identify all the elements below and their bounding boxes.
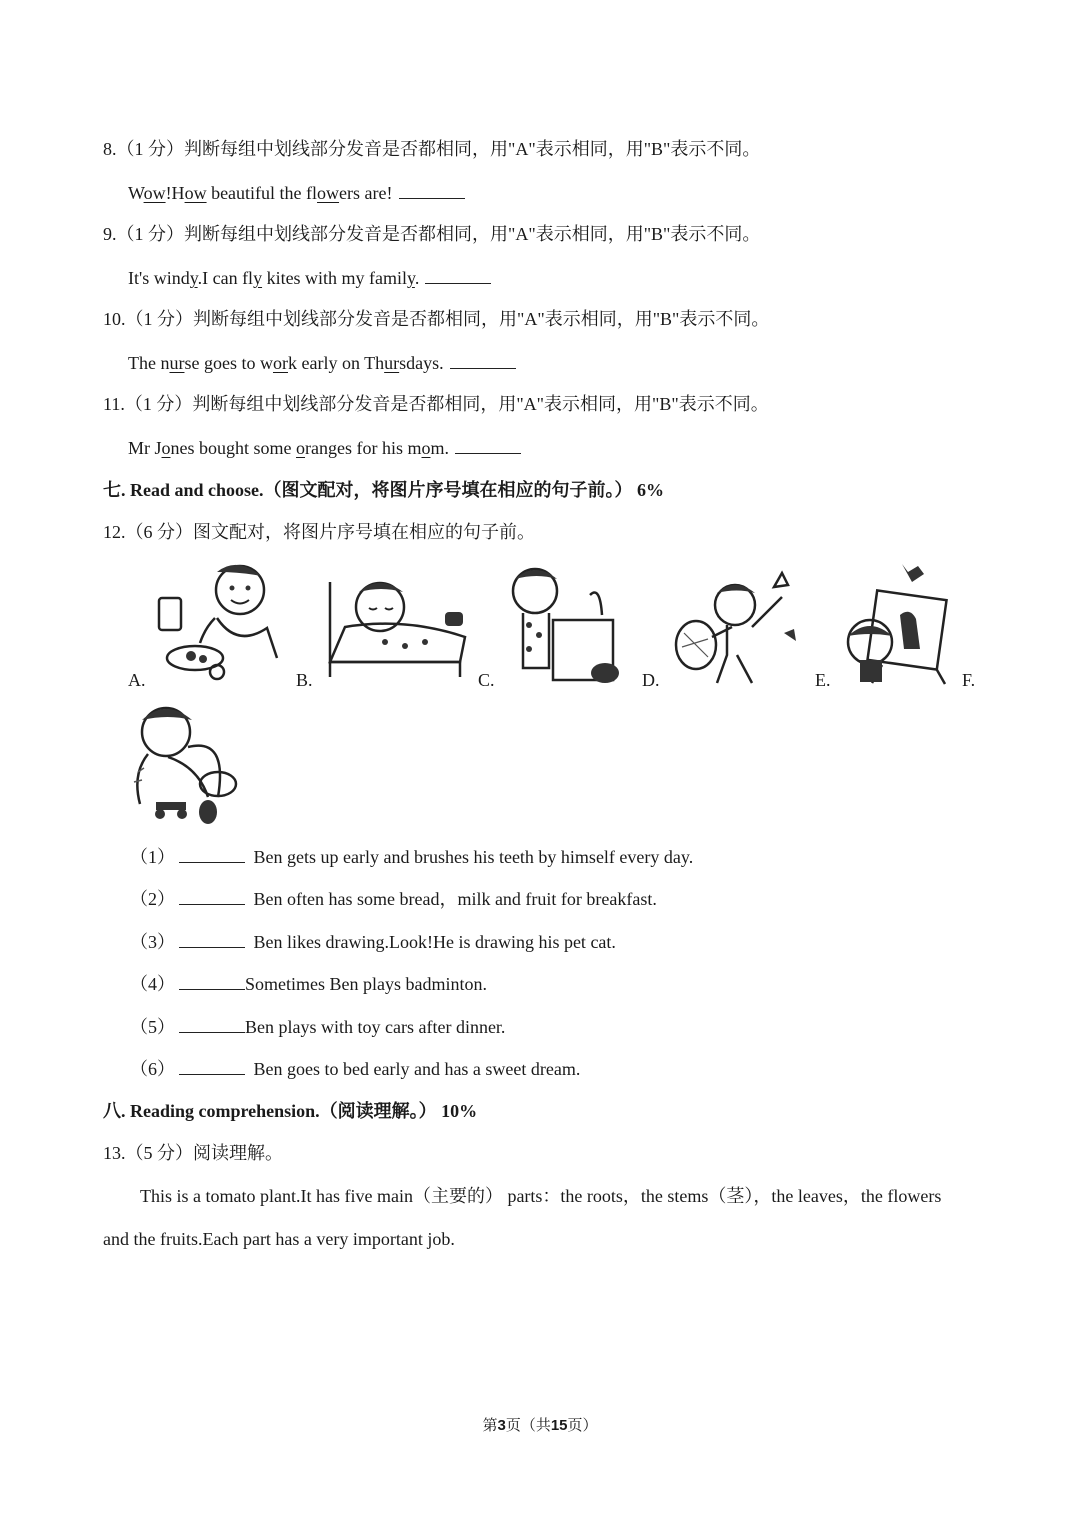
page-footer: 第3页（共15页） [482, 1417, 598, 1434]
match-item-6: （6） Ben goes to bed early and has a sweet dream. [130, 1059, 581, 1079]
match-item-3: （3） Ben likes drawing.Look!He is drawing his pet cat. [130, 932, 616, 952]
underlined-sound: ow [317, 183, 340, 203]
q11-instruction: 11.（1 分）判断每组中划线部分发音是否都相同，用"A"表示相同，用"B"表示不同。 [103, 394, 769, 414]
answer-blank[interactable] [179, 848, 245, 863]
q13-instruction: 13.（5 分）阅读理解。 [103, 1143, 283, 1163]
underlined-sound: ur [384, 353, 400, 373]
underlined-sound: y [253, 268, 263, 288]
picture-brushing-teeth-icon [505, 565, 633, 687]
q12-instruction: 12.（6 分）图文配对，将图片序号填在相应的句子前。 [103, 522, 535, 542]
q8-sentence: Wow!How beautiful the flowers are! [128, 181, 465, 205]
underlined-sound: or [272, 353, 288, 373]
q10-sentence: The nurse goes to work early on Thursdays. [128, 351, 516, 375]
underlined-sound: y [189, 268, 198, 288]
answer-blank[interactable] [425, 269, 491, 284]
answer-blank[interactable] [179, 890, 245, 905]
picture-label-f: F. [962, 670, 976, 690]
answer-blank[interactable] [179, 1060, 245, 1075]
reading-paragraph-line-2: and the fruits.Each part has a very important job. [103, 1229, 455, 1249]
picture-sleeping-icon [325, 572, 470, 682]
answer-blank[interactable] [179, 1018, 245, 1033]
picture-toy-cars-icon [128, 702, 243, 827]
answer-blank[interactable] [399, 184, 465, 199]
page-total: 15 [550, 1417, 568, 1434]
match-item-4: （4） Sometimes Ben plays badminton. [130, 974, 487, 994]
match-item-5: （5） Ben plays with toy cars after dinner. [130, 1017, 506, 1037]
underlined-sound: ow [184, 183, 207, 203]
reading-paragraph-line-1: This is a tomato plant.It has five main（主要的） parts：the roots，the stems（茎），the leaves，the flowers [140, 1186, 942, 1206]
section-8-title: 八. Reading comprehension.（阅读理解。） 10% [103, 1101, 478, 1121]
underlined-sound: ur [169, 353, 185, 373]
picture-label-d: D. [642, 670, 660, 690]
picture-drawing-cat-icon [842, 560, 952, 686]
underlined-sound: y [407, 268, 415, 288]
picture-breakfast-icon [155, 558, 285, 686]
answer-blank[interactable] [450, 354, 516, 369]
q10-instruction: 10.（1 分）判断每组中划线部分发音是否都相同，用"A"表示相同，用"B"表示不同。 [103, 309, 770, 329]
match-item-2: （2） Ben often has some bread，milk and fruit for breakfast. [130, 889, 657, 909]
underlined-sound: o [161, 438, 171, 458]
q9-instruction: 9.（1 分）判断每组中划线部分发音是否都相同，用"A"表示相同，用"B"表示不同。 [103, 224, 761, 244]
picture-label-c: C. [478, 670, 495, 690]
picture-badminton-icon [672, 565, 802, 687]
underlined-sound: o [296, 438, 306, 458]
match-item-1: （1） Ben gets up early and brushes his teeth by himself every day. [130, 847, 694, 867]
picture-label-e: E. [815, 670, 831, 690]
picture-label-b: B. [296, 670, 313, 690]
underlined-sound: o [421, 438, 431, 458]
q11-sentence: Mr Jones bought some oranges for his mom. [128, 436, 521, 460]
answer-blank[interactable] [455, 439, 521, 454]
picture-label-a: A. [128, 670, 146, 690]
section-7-title: 七. Read and choose.（图文配对，将图片序号填在相应的句子前。） 6% [103, 480, 665, 500]
underlined-sound: ow [143, 183, 166, 203]
page-number: 3 [497, 1417, 506, 1434]
q9-sentence: It's windy.I can fly kites with my family. [128, 266, 491, 290]
answer-blank[interactable] [179, 975, 245, 990]
answer-blank[interactable] [179, 933, 245, 948]
q8-instruction: 8.（1 分）判断每组中划线部分发音是否都相同，用"A"表示相同，用"B"表示不同。 [103, 139, 761, 159]
